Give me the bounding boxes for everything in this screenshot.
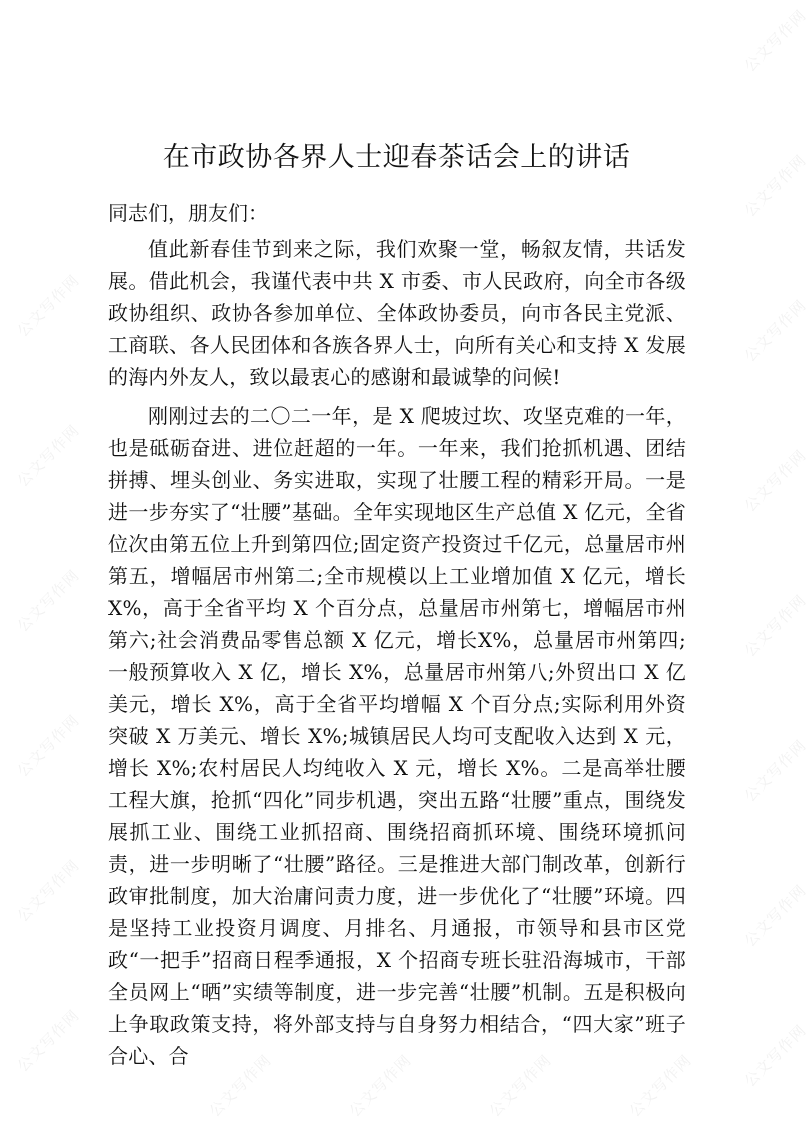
paragraph: 刚刚过去的二〇二一年，是 X 爬坡过坎、攻坚克难的一年，也是砥砺奋进、进位赶超的一年。一年来，我们抢抓机遇、团结拼搏、埋头创业、务实进取，实现了壮腰工程的精彩开局。一是进一步夯实了“壮腰”基础。全年实现地区生产总值 X 亿元，全省位次由第五位上升到第四位;固定资产投资过千亿元，总量居市州第五，增幅居市州第二;全市规模以上工业增加值 X 亿元，增长 X%，高于全省平均 X 个百分点，总量居市州第七，增幅居市州第六;社会消费品零售总额 X 亿元，增长X%，总量居市州第四;一般预算收入 X 亿，增长 X%，总量居市州第八;外贸出口 X 亿美元，增长 X%，高于全省平均增幅 X 个百分点;实际利用外资突破 X 万美元、增长 X%;城镇居民人均可支配收入达到 X 元，增长 X%;农村居民人均纯收入 X 元，增长 X%。二是高举壮腰工程大旗，抢抓“四化”同步机遇，突出五路“壮腰”重点，围绕发展抓工业、围绕工业抓招商、围绕招商抓环境、围绕环境抓问责，进一步明晰了“壮腰”路径。三是推进大部门制改革，创新行政审批制度，加大治庸问责力度，进一步优化了“壮腰”环境。四是坚持工业投资月调度、月排名、月通报，市领导和县市区党政“一把手”招商日程季通报，X 个招商专班长驻沿海城市，干部全员网上“晒”实绩等制度，进一步完善“壮腰”机制。五是积极向上争取政策支持，将外部支持与自身努力相结合，“四大家”班子合心、合 (108, 404, 686, 1068)
watermark-text: 公文写作网 (13, 711, 84, 781)
watermark-text: 公文写作网 (205, 1051, 276, 1121)
salutation: 同志们，朋友们： (108, 201, 268, 225)
watermark-text: 公文写作网 (740, 736, 811, 806)
watermark-text: 公文写作网 (625, 1051, 696, 1121)
watermark-text: 公文写作网 (740, 881, 811, 951)
watermark-text: 公文写作网 (740, 296, 811, 366)
watermark-text: 公文写作网 (13, 421, 84, 491)
watermark-text: 公文写作网 (740, 6, 811, 76)
watermark-text: 公文写作网 (13, 1006, 84, 1076)
watermark-text: 公文写作网 (485, 1051, 556, 1121)
watermark-text: 公文写作网 (740, 151, 811, 221)
watermark-text: 公文写作网 (740, 446, 811, 516)
watermark-text: 公文写作网 (13, 566, 84, 636)
watermark-text: 公文写作网 (13, 271, 84, 341)
watermark-text: 公文写作网 (740, 591, 811, 661)
document-title: 在市政协各界人士迎春茶话会上的讲话 (162, 142, 631, 173)
watermark-text: 公文写作网 (345, 1051, 416, 1121)
watermark-text: 公文写作网 (13, 856, 84, 926)
watermark-text: 公文写作网 (740, 1021, 811, 1091)
paragraph: 值此新春佳节到来之际，我们欢聚一堂，畅叙友情，共话发展。借此机会，我谨代表中共 X 市委、市人民政府，向全市各级政协组织、政协各参加单位、全体政协委员，向市各民主党派、工商联、各人民团体和各族各界人士，向所有关心和支持 X 发展的海内外友人，致以最衷心的感谢和最诚挚的问候! (108, 237, 686, 389)
